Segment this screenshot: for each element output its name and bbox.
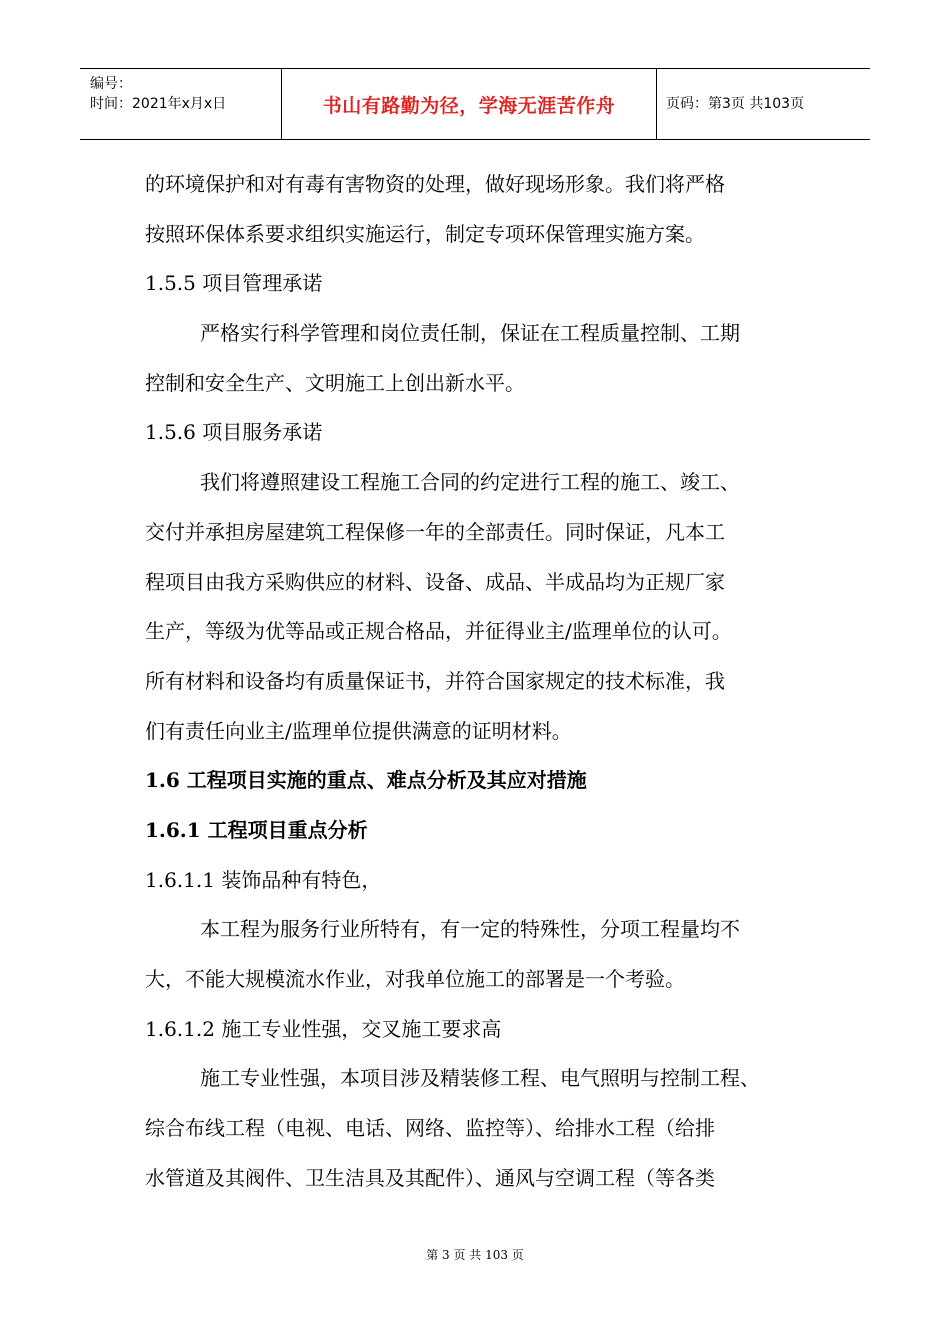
body-line: 本工程为服务行业所特有，有一定的特殊性，分项工程量均不: [200, 917, 740, 942]
body-line: 交付并承担房屋建筑工程保修一年的全部责任。同时保证，凡本工: [145, 519, 725, 544]
section-heading: 1.6.1.1 装饰品种有特色，: [145, 867, 382, 892]
body-line: 生产，等级为优等品或正规合格品，并征得业主/监理单位的认可。: [145, 619, 732, 644]
section-heading: 1.6.1.2 施工专业性强，交叉施工要求高: [145, 1016, 502, 1041]
code-label: 编号：: [90, 76, 132, 92]
body-line: 所有材料和设备均有质量保证书，并符合国家规定的技术标准，我: [145, 668, 725, 693]
subsection-heading-bold: 1.6.1 工程项目重点分析: [145, 817, 368, 842]
section-heading: 1.5.5 项目管理承诺: [145, 271, 323, 296]
header-page-cell: [656, 69, 870, 139]
body-line: 程项目由我方采购供应的材料、设备、成品、半成品均为正规厂家: [145, 569, 725, 594]
date-label: 时间：2021年x月x日: [90, 96, 227, 112]
page-header: [80, 68, 870, 140]
motto: 书山有路勤为径，学海无涯苦作舟: [322, 95, 616, 117]
body-line: 们有责任向业主/监理单位提供满意的证明材料。: [145, 718, 572, 743]
document-body: [145, 160, 825, 1203]
body-line: 我们将遵照建设工程施工合同的约定进行工程的施工、竣工、: [200, 470, 740, 495]
body-line: 的环境保护和对有毒有害物资的处理，做好现场形象。我们将严格: [145, 172, 725, 196]
page-footer: 第 3 页 共 103 页: [426, 1248, 524, 1262]
body-line: 大，不能大规模流水作业，对我单位施工的部署是一个考验。: [145, 967, 685, 991]
body-line: 严格实行科学管理和岗位责任制，保证在工程质量控制、工期: [200, 321, 740, 346]
body-line: 综合布线工程（电视、电话、网络、监控等）、给排水工程（给排: [145, 1116, 715, 1141]
body-line: 按照环保体系要求组织实施运行，制定专项环保管理实施方案。: [145, 221, 705, 246]
header-motto-cell: [281, 69, 657, 139]
section-heading-bold: 1.6 工程项目实施的重点、难点分析及其应对措施: [145, 768, 587, 793]
body-line: 水管道及其阀件、卫生洁具及其配件）、通风与空调工程（等各类: [145, 1165, 715, 1190]
body-line: 施工专业性强，本项目涉及精装修工程、电气照明与控制工程、: [200, 1066, 760, 1091]
page-info: 页码：第3页 共103页: [666, 96, 805, 112]
section-heading: 1.5.6 项目服务承诺: [145, 420, 323, 445]
header-meta: [80, 69, 280, 139]
body-line: 控制和安全生产、文明施工上创出新水平。: [145, 370, 525, 395]
